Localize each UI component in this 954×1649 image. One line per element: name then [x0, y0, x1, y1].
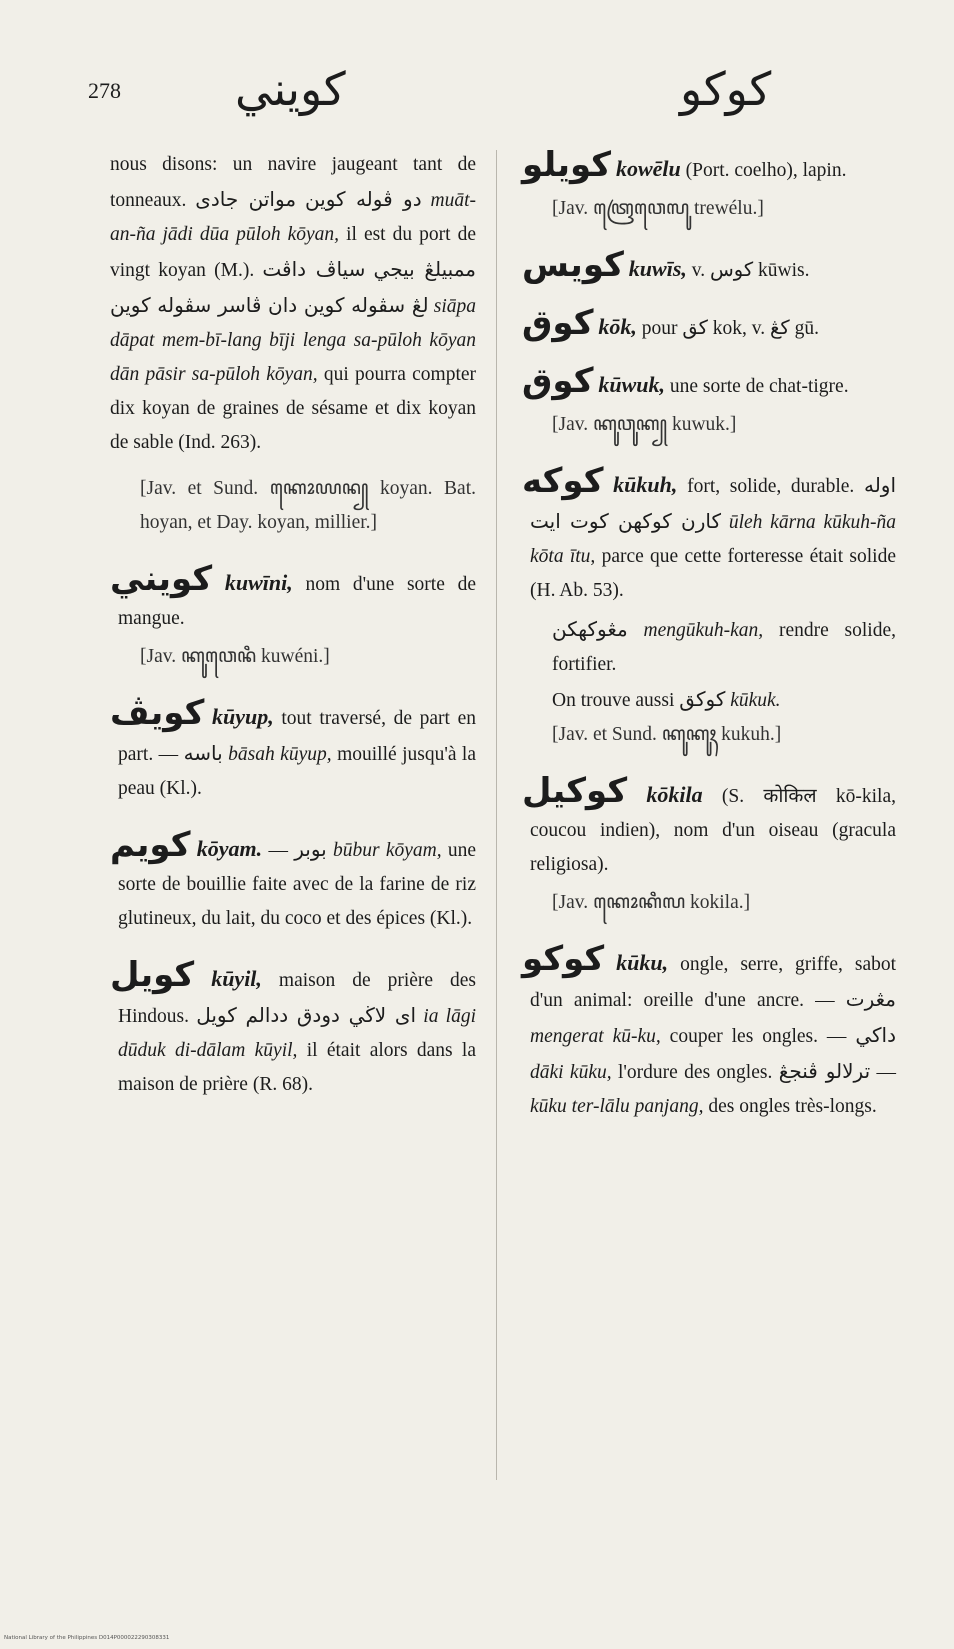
arabic-text: سياڤ داڤت: [262, 257, 366, 281]
transliteration: kūku ter-lālu panjang,: [530, 1096, 704, 1117]
definition: maison de prière des Hindous.: [118, 970, 477, 1027]
arabic-text: ترلالو ڤنجڠ: [778, 1059, 871, 1083]
headword-arabic: كوكه: [522, 461, 604, 501]
arabic-text: ممبيلڠ بيجي لڠ سڤوله كوين دان ڤاسر سڤوله كوين: [110, 257, 476, 317]
headword: kuwīs,: [628, 256, 687, 281]
entry-kok: [522, 303, 896, 346]
definition: ongle, serre, griffe, sabot d'un animal: oreille d'une ancre. —: [530, 954, 897, 1011]
definition: fort, solide, durable.: [687, 476, 855, 497]
transliteration: dāki kūku,: [530, 1062, 612, 1083]
headword: kowēlu: [615, 156, 681, 181]
headword-arabic: كويڤ: [110, 693, 205, 733]
variant-note: [522, 682, 896, 718]
definition: (Port. coelho), lapin.: [685, 160, 847, 181]
etymology-note: [Jav. et Sund. ꦏꦺꦴꦪꦤ꧀ koyan. Bat. hoyan, et Day. koyan, millier.]: [140, 478, 476, 533]
definition: mouillé jusqu'à la peau (Kl.).: [118, 744, 477, 799]
sub-entry-mengukuhkan: [522, 612, 896, 682]
transliteration: kūkuk.: [730, 690, 781, 711]
definition: On trouve aussi: [552, 690, 675, 711]
definition: (S. कोकिल kō-kila, coucou indien), nom d'un oiseau (gracula religiosa).: [530, 786, 896, 875]
transliteration: ūleh kārna kūkuh-ña kōta ītu,: [530, 512, 897, 567]
definition: l'ordure des ongles.: [618, 1062, 773, 1083]
headword-arabic: كويل: [110, 955, 195, 995]
etymology-note: [Jav. ꦏꦺꦴꦏꦶꦭ kokila.]: [552, 892, 751, 913]
transliteration: ia lāgi dūduk di-dālam kūyil,: [118, 1006, 477, 1061]
headword-arabic: كويم: [110, 825, 191, 865]
entry-kokila: [522, 771, 896, 882]
etymology-note: [Jav. ꦏꦸꦮꦺꦤꦶ kuwéni.]: [140, 646, 330, 667]
definition: couper les ongles. —: [669, 1026, 847, 1047]
arabic-text: مڠوكهكن: [552, 617, 628, 641]
arabic-text: بوبر: [294, 837, 327, 861]
headword-arabic: كويس: [522, 245, 624, 285]
headword: kōk,: [598, 314, 637, 339]
headword-arabic: كوق: [522, 303, 594, 343]
transliteration: muāt-an-ña jādi dūa pūloh kōyan,: [110, 190, 476, 245]
headword-arabic: كويلو: [522, 145, 612, 185]
scan-footer: National Library of the Philippines D014P000022290308331: [4, 1635, 170, 1641]
entry-koyam: [110, 825, 477, 936]
arabic-text: دو ڤوله كوين: [304, 187, 422, 211]
transliteration: bāsah kūyup,: [228, 744, 332, 765]
entry-kuwuk: [522, 361, 896, 404]
body-text: qui pourra compter dix koyan de graines de sésame et dix koyan de sable (Ind. 263).: [110, 364, 477, 453]
arabic-text: باسه: [183, 741, 223, 765]
definition: v. كوس kūwis.: [691, 260, 810, 281]
etymology-note: [Jav. et Sund. ꦏꦸꦏꦸꦃ kukuh.]: [552, 724, 782, 745]
definition: une sorte de bouillie faite avec de la farine de riz glutineux, du lait, du coco et des épices (Kl.).: [118, 840, 477, 929]
arabic-text: داكي: [855, 1023, 897, 1047]
definition: pour كق kok, v. كڠ gū.: [641, 318, 819, 339]
running-head-left: كويني: [235, 62, 346, 116]
definition: —: [268, 840, 288, 861]
left-column: [110, 148, 476, 1106]
body-text: il est du port de vingt koyan (M.).: [110, 224, 476, 281]
transliteration: mengerat kū-ku,: [530, 1026, 661, 1047]
body-text: nous disons: un navire jaugeant tant de tonneaux.: [110, 154, 476, 211]
definition: il était alors dans la maison de prière (R. 68).: [118, 1040, 476, 1095]
definition: des ongles très-longs.: [708, 1096, 877, 1117]
etymology-note: [Jav. ꦏꦸꦮꦸꦏ꧀ kuwuk.]: [552, 414, 737, 435]
page-number: 278: [88, 78, 121, 103]
arabic-text: كوكق: [679, 687, 726, 711]
headword: kūku,: [616, 950, 669, 975]
etymology-note: [Jav. ꦠꦿꦺꦮꦺꦭꦸ trewélu.]: [552, 198, 764, 219]
arabic-text: اوله كارن كوكهن كوت ايت: [530, 473, 896, 533]
column-divider: [496, 150, 497, 1480]
arabic-text: مڠرت: [845, 987, 896, 1011]
koyan-continuation: [110, 148, 476, 460]
headword: kūyup,: [212, 704, 274, 729]
entry-kuyup: [110, 693, 477, 806]
headword-arabic: كويني: [110, 559, 213, 599]
definition: —: [876, 1062, 897, 1083]
headword: kuwīni,: [224, 570, 293, 595]
headword: kūyil,: [211, 966, 262, 991]
definition: nom d'une sorte de mangue.: [118, 574, 476, 629]
entry-kuku: [522, 939, 897, 1124]
transliteration: siāpa dāpat mem-bī-lang bīji lenga sa-pūloh kōyan dān pāsir sa-pūloh kōyan,: [110, 296, 476, 385]
right-column: [522, 145, 897, 1128]
definition: rendre solide, fortifier.: [552, 620, 897, 675]
arabic-text: مواتن جادى: [195, 187, 297, 211]
arabic-text: اى لاڬي دودق ددالم كويل: [196, 1003, 417, 1027]
headword: kūkuh,: [613, 472, 678, 497]
headword: kōyam.: [196, 836, 263, 861]
headword-arabic: كوق: [522, 361, 594, 401]
entry-kuyil: [110, 955, 477, 1102]
entry-kowelu: [522, 145, 896, 188]
transliteration: būbur kōyam,: [332, 840, 442, 861]
entry-kuwis: [522, 245, 896, 288]
transliteration: mengūkuh-kan,: [643, 620, 764, 641]
headword: kūwuk,: [598, 372, 666, 397]
entry-kukuh: [522, 461, 897, 608]
headword-arabic: كوكو: [522, 939, 605, 979]
running-head-right: كوكو: [680, 62, 772, 116]
definition: tout traversé, de part en part. —: [118, 708, 476, 765]
definition: parce que cette forteresse était solide (H. Ab. 53).: [530, 546, 896, 601]
definition: une sorte de chat-tigre.: [669, 376, 849, 397]
headword: kōkila: [646, 782, 703, 807]
headword-arabic: كوكيل: [522, 771, 628, 811]
entry-kuwini: [110, 559, 476, 636]
